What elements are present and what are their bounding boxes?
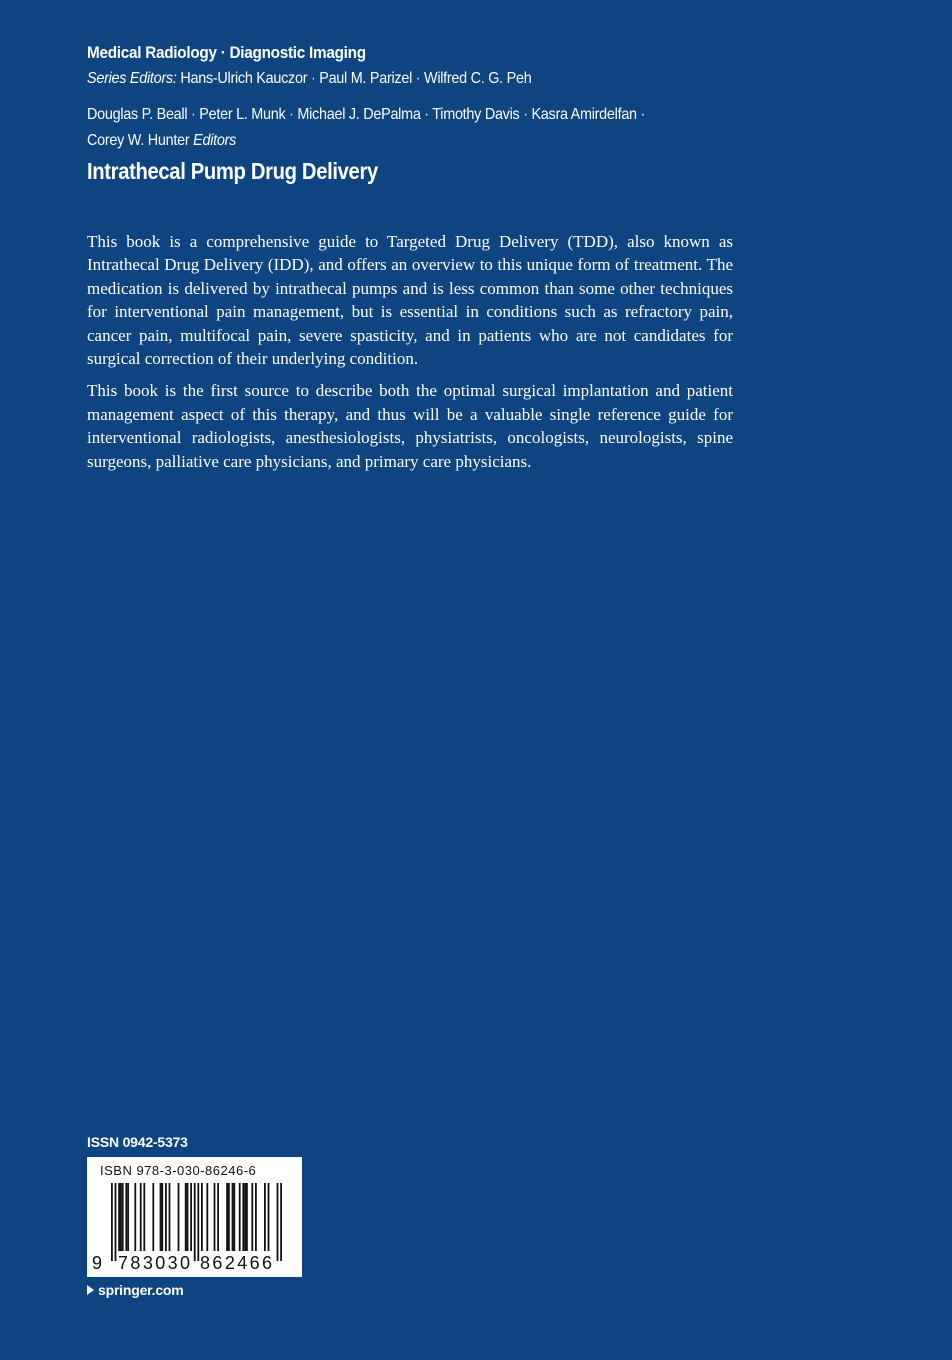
barcode-bar [226, 1183, 228, 1251]
barcode-bar [160, 1183, 162, 1251]
barcode-guard-bar [197, 1183, 199, 1261]
description-paragraph-1: This book is a comprehensive guide to Targeted Drug Delivery (TDD), also known as Intrathecal Drug Delivery (IDD), and offers an overview to this unique form of treatment. The medication is delivered by intrathecal pumps and is less common than some other techniques for interventional pain management, but is essential in conditions such as refractory pain, cancer pain, multifocal pain, severe spasticity, and in patients who are not candidates for surgical correction of their underlying condition. [87, 232, 733, 369]
barcode-bar [228, 1183, 230, 1251]
series-editors-names: Hans-Ulrich Kauczor · Paul M. Parizel · Wilfred C. G. Peh [180, 70, 532, 87]
barcode-bar [244, 1183, 246, 1251]
book-title: Intrathecal Pump Drug Delivery [87, 158, 378, 184]
barcode-bar [118, 1183, 120, 1251]
barcode-bar [127, 1183, 129, 1251]
barcode-bar [255, 1183, 257, 1251]
barcode-bar [178, 1183, 180, 1251]
barcode-bar [161, 1183, 163, 1251]
publisher-url: springer.com [98, 1282, 184, 1298]
barcode-bar [143, 1183, 145, 1251]
ean-right-digits: 862466 [200, 1253, 275, 1273]
barcode-bar [187, 1183, 189, 1251]
series-editors-label: Series Editors: [87, 70, 177, 87]
barcode-bar [233, 1183, 235, 1251]
barcode-bar [190, 1183, 192, 1251]
barcode-bar [206, 1183, 208, 1251]
barcode-bar [185, 1183, 187, 1251]
ean-first-digit: 9 [92, 1253, 103, 1273]
series-title: Medical Radiology · Diagnostic Imaging [87, 43, 366, 62]
barcode-bar [217, 1183, 219, 1251]
isbn-barcode [87, 1157, 302, 1277]
barcode-bar [242, 1183, 244, 1251]
barcode-bar [140, 1183, 142, 1251]
editors-line-1: Douglas P. Beall · Peter L. Munk · Michael J. DePalma · Timothy Davis · Kasra Amirdelfan · [87, 106, 646, 123]
barcode-bar [214, 1183, 216, 1251]
barcode-guard-bar [111, 1183, 113, 1261]
barcode-bar [152, 1183, 154, 1251]
isbn-text: ISBN 978-3-030-86246-6 [100, 1163, 257, 1178]
barcode-guard-bar [280, 1183, 282, 1261]
barcode-bar [169, 1183, 171, 1251]
barcode-bar [201, 1183, 203, 1251]
barcode-bar [120, 1183, 122, 1251]
barcode-bar [251, 1183, 253, 1251]
barcode-bar [246, 1183, 248, 1251]
editors-line-2 [87, 132, 236, 150]
barcode-guard-bar [194, 1183, 196, 1261]
editors-label: Editors [193, 132, 237, 149]
series-editors [87, 70, 531, 88]
barcode-bar [268, 1183, 270, 1251]
arrow-right-icon [87, 1285, 94, 1295]
barcode-bar [264, 1183, 266, 1251]
publisher-link[interactable] [87, 1282, 184, 1298]
barcode-guard-bar [277, 1183, 279, 1261]
ean-left-digits: 783030 [118, 1253, 193, 1273]
barcode-bar [232, 1183, 234, 1251]
barcode-bar [239, 1183, 241, 1251]
editors-line-2-names: Corey W. Hunter [87, 132, 190, 149]
description-paragraph-2: This book is the first source to describe both the optimal surgical implantation and patient management aspect of this therapy, and thus will be a valuable single reference guide for interventional radiologists, anesthesiologists, physiatrists, oncologists, neurologists, spine surgeons, palliative care physicians, and primary care physicians. [87, 381, 733, 471]
barcode-bar [125, 1183, 127, 1251]
barcode-bar [122, 1183, 124, 1251]
issn-label: ISSN 0942-5373 [87, 1134, 188, 1150]
barcode-bar [165, 1183, 167, 1251]
barcode-guard-bar [115, 1183, 117, 1261]
barcode-bar [134, 1183, 136, 1251]
book-description [87, 230, 733, 482]
